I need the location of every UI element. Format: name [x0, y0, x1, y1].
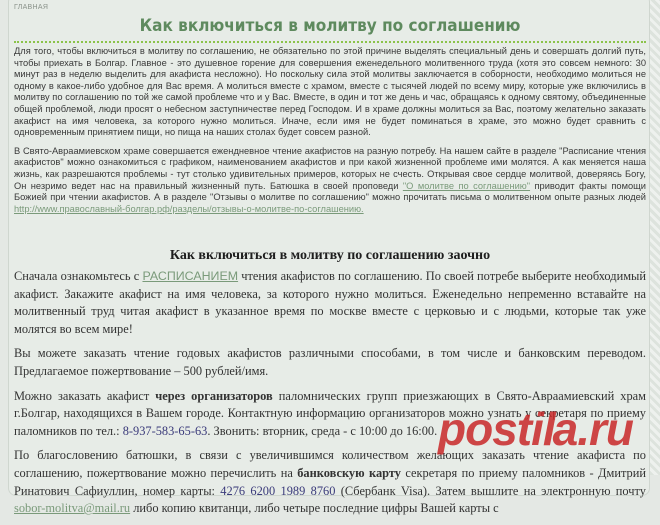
text: чтения акафистов по соглашению. По своей потребе выберите необходимый акафист. Закажите акафист на имя человека, за которого нужно молиться. Еженедельно непременно вставайте на молитвенный труд читая акафист в указанное время по москве вместе с церковью и с людьми, которые так уже молятся во всем мире! — [14, 269, 646, 336]
schedule-link[interactable]: РАСПИСАНИЕМ — [142, 269, 239, 283]
text: либо копию квитанци, либо четыре последние цифры Вашей карты с — [130, 501, 499, 516]
text: секретаря по приему паломников - Дмитрий Ринатович Сафиуллин, номер карты: — [14, 465, 646, 498]
sermon-link[interactable]: "О молитве по соглашению" — [402, 180, 531, 191]
bank-card-paragraph — [14, 447, 646, 517]
section-heading: Как включиться в молитву по соглашению заочно — [169, 248, 491, 263]
remote-section — [14, 268, 646, 525]
schedule-instructions — [14, 268, 646, 338]
text: . Звонить: вторник, среда - с 10:00 до 16:00. — [207, 423, 438, 438]
breadcrumb-home[interactable]: ГЛАВНАЯ — [14, 4, 49, 11]
text: Можно заказать акафист — [14, 388, 156, 403]
reviews-link[interactable]: http://www.православный-болгар.рф/разделы/отзывы-о-молитве-по-соглашению. — [14, 203, 364, 214]
page-title: Как включиться в молитву по соглашению — [139, 16, 521, 36]
text: приводит факты помощи Божией при чтении акафистов. А в разделе "Отзывы о молитве по соглашению" можно прочитать письма о молитвенном опыте разных людей — [14, 180, 646, 203]
text: В Свято-Авраамиевском храме совершается ежендневное чтение акафистов на разную потребу. На нашем сайте в разделе "Расписание чтения акафистов" можно ознакомиться с графиком, наименованием акафистов и при какой жизненной проблеме ими молятся. А как меняется наша жизнь, как разрешаются проблемы - тут столько удивительных примеров, которых не счесть. Открывая свое сердце молитвой, доверяясь Богу, Он незримо ведет нас на правильный жизненный путь. Батюшка в своей проповеди — [14, 145, 646, 191]
intro-paragraph: Для того, чтобы включиться в молитву по соглашению, не обязательно по этой причине выделять специальный день и совершать долгий путь, чтобы приехать в Болгар. Главное - это душевное горение для совершения еженедельного молитвенного труда (хотя это совсем немного: 30 минут раз в неделю выделить для акафиста несложно). Но поскольку сила этой молитвы заключается в соборности, необходимо молиться не одному в какое-либо удобное для Вас время. А молиться вместе с храмом, вместе с тысячей людей по всему миру, которые уже включились в молитву по соглашению по той же самой проблеме что и у Вас. Вместе, в один и тот же день и час, обращаясь к одному святому, объединенные общей проблемой, люди просят о небесном заступничестве перед Господом. И в храме должны молиться за Вас, поэтому желательно заказать акафист на имя человека, за которого нужно молиться. Иначе, если имя не будет поминаться в храме, это можно будет сравнить с одновременным принятием пищи, но пища на наших столах будет совсем разной. — [14, 46, 646, 138]
phone-number[interactable]: 8-937-583-65-63 — [122, 423, 208, 438]
bold-text: банковскую карту — [297, 465, 401, 480]
bold-text: через организаторов — [155, 388, 273, 403]
watermark-logo: postila.ru — [438, 403, 634, 455]
email-link[interactable]: sobor-molitva@mail.ru — [14, 501, 131, 516]
schedule-paragraph — [14, 146, 646, 216]
text: Сначала ознакомьтесь с — [14, 269, 143, 283]
text: паломнических групп приезжающих в Свято-Авраамиевский храм г.Болгар, находящихся в Вашем городе. Контактную информацию организаторов можно узнать у секретаря по приему паломников по тел.: — [14, 388, 647, 438]
text: (Сбербанк Visa). Затем вышлите на электронную почту — [335, 483, 646, 498]
donation-paragraph: Вы можете заказать чтение годовых акафистов различными способами, в том числе и банковским переводом. Предлагаемое пожертвование – 500 рублей/имя. — [14, 346, 646, 378]
text: По благословению батюшки, в связи с увеличившимся количеством желающих заказать чтение акафиста по соглашению, пожертвование можно перечислить на — [14, 448, 646, 480]
intro-section — [14, 46, 646, 222]
card-number: 4276 6200 1989 8760 — [220, 483, 336, 498]
title-divider — [14, 41, 646, 43]
